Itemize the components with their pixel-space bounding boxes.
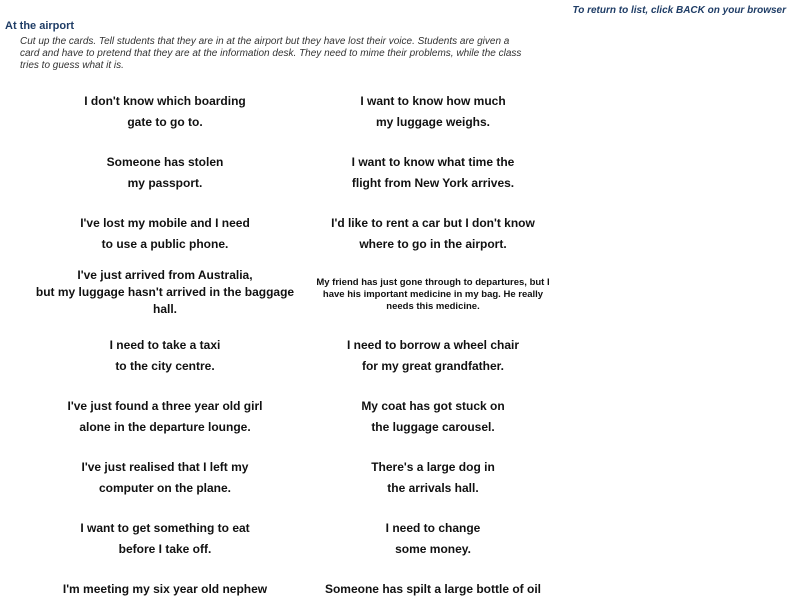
card-line: I want to know how much <box>360 94 506 108</box>
card-line: before I take off. <box>118 542 212 556</box>
intro-text: Cut up the cards. Tell students that they are in at the airport but they have lost their voice. Students are given a card and have to pretend that they are at the information desk. They need to mime their problems, while the class tries to guess what it is. <box>20 36 522 71</box>
card-line: flight from New York arrives. <box>351 176 515 190</box>
card-line: I want to get something to eat <box>80 521 250 535</box>
card-line: to the city centre. <box>115 359 215 373</box>
card-line: hall. <box>152 302 177 316</box>
card <box>35 457 295 499</box>
card-line: some money. <box>395 542 471 556</box>
card-line: computer on the plane. <box>98 481 231 495</box>
back-instruction: To return to list, click BACK on your browser <box>572 5 786 16</box>
card-line: my passport. <box>127 176 203 190</box>
card <box>35 152 295 194</box>
card-line: I've just arrived from Australia, <box>77 268 253 282</box>
card-line: My coat has got stuck on <box>361 399 505 413</box>
card-line: where to go in the airport. <box>359 237 507 251</box>
card-line: to use a public phone. <box>101 237 229 251</box>
card-line: I'd like to rent a car but I don't know <box>331 216 535 230</box>
card-line: alone in the departure lounge. <box>79 420 251 434</box>
card <box>303 457 563 499</box>
card <box>303 335 563 377</box>
card <box>303 213 563 255</box>
card <box>35 335 295 377</box>
card-line: My friend has just gone through to departures, but I <box>316 277 550 288</box>
card-line: Someone has spilt a large bottle of oil <box>324 582 542 596</box>
card <box>303 91 563 133</box>
card-line: for my great grandfather. <box>361 359 505 373</box>
card-line: I need to borrow a wheel chair <box>346 338 520 352</box>
card <box>303 579 563 600</box>
card <box>35 91 295 133</box>
card-line: I've just realised that I left my <box>81 460 249 474</box>
card-line: There's a large dog in <box>371 460 495 474</box>
card-line: gate to go to. <box>127 115 203 129</box>
card-line: the luggage carousel. <box>371 420 495 434</box>
card <box>35 396 295 438</box>
card-line: but my luggage hasn't arrived in the baggage <box>35 285 295 299</box>
card <box>35 267 295 318</box>
card-line: my luggage weighs. <box>375 115 491 129</box>
card <box>303 152 563 194</box>
card-line: Someone has stolen <box>106 155 224 169</box>
card <box>303 518 563 560</box>
card-line: I need to change <box>385 521 481 535</box>
card-line: I've lost my mobile and I need <box>80 216 250 230</box>
card <box>298 277 568 313</box>
card <box>35 213 295 255</box>
card-line: I'm meeting my six year old nephew <box>62 582 268 596</box>
card-line: the arrivals hall. <box>387 481 479 495</box>
card-line: I've just found a three year old girl <box>67 399 263 413</box>
card-line: have his important medicine in my bag. He really <box>322 289 544 300</box>
card-line: needs this medicine. <box>386 301 480 312</box>
page-title: At the airport <box>5 20 75 32</box>
card-line: I don't know which boarding <box>84 94 246 108</box>
card-line: I need to take a taxi <box>109 338 221 352</box>
card <box>303 396 563 438</box>
card <box>35 579 295 600</box>
card-line: I want to know what time the <box>351 155 515 169</box>
card <box>35 518 295 560</box>
